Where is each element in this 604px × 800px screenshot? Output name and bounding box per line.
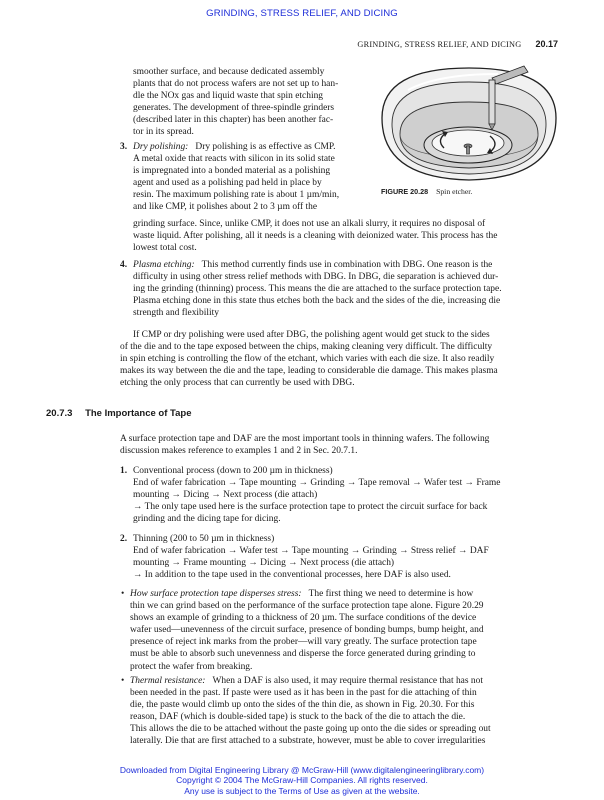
running-header-title: GRINDING, STRESS RELIEF, AND DICING (357, 40, 522, 49)
text-line: End of wafer fabrication → Tape mounting → Grinding → Tape removal → Wafer test → Frame (133, 478, 501, 489)
text-line: Plasma etching done in this state thus etches both the back and the sides of the die, increasing die (133, 296, 501, 307)
running-header (357, 39, 558, 49)
text-line: in spin etching is controlling the flow of the etchant, which varies with each die size. It also readily (120, 354, 495, 365)
list-item-term: Plasma etching: (133, 260, 195, 270)
text-line: The first thing we need to determine is how (308, 589, 474, 599)
text-line: Dry polishing is as effective as CMP. (195, 142, 336, 152)
text-line: (described later in this chapter) has been another fac- (133, 115, 334, 126)
text-line: When a DAF is also used, it may require thermal resistance that has not (212, 676, 483, 686)
bullet-thermal-resistance (120, 675, 563, 748)
list-item-number: 2. (120, 534, 128, 544)
paragraph-intro (120, 433, 563, 457)
text-line: A metal oxide that reacts with silicon in its solid state (133, 154, 335, 165)
bullet-marker: • (121, 589, 125, 599)
section-heading (46, 408, 192, 419)
text-line: agent and used as a polishing pad held in place by (133, 178, 322, 189)
text-line: thin we can grind based on the performance of the surface protection tape alone. Figure 20.29 (130, 601, 484, 612)
text-line: dle the NOx gas and liquid waste that spin etching (133, 91, 324, 102)
text-line: This allows the die to be attached without the paste going up onto the die sides or spreading out (130, 724, 491, 735)
text-line: plants that do not process wafers are not set up to han- (133, 79, 339, 90)
paragraph-dbg (120, 329, 563, 389)
text-line: protect the wafer from breaking. (130, 661, 253, 672)
text-line: Conventional process (down to 200 µm in thickness) (133, 466, 333, 476)
text-line: grinding and the dicing tape for dicing. (133, 514, 281, 525)
text-line: smoother surface, and because dedicated assembly (133, 67, 325, 77)
list-item-number: 1. (120, 466, 128, 476)
footer (0, 765, 604, 796)
text-line: resin. The maximum polishing rate is about 1 µm/min, (133, 190, 340, 201)
text-line: presence of reject ink marks from the prober—will vary greatly. The surface protection tape (130, 637, 477, 648)
dry-polishing-continuation (133, 218, 563, 254)
text-line: difficulty in using other stress relief methods with DBG. In DBG, die separation is achieved dur- (133, 272, 499, 283)
section-title: The Importance of Tape (85, 408, 192, 419)
text-line: → The only tape used here is the surface protection tape to protect the circuit surface for back (133, 502, 488, 513)
footer-copyright: Copyright © 2004 The McGraw-Hill Companies. All rights reserved. (176, 775, 428, 786)
list-item-conventional-process (120, 465, 563, 525)
text-line: waste liquid. After polishing, all it needs is a cleaning with deionized water. This process has the (133, 231, 498, 242)
text-line: This method currently finds use in combination with DBG. One reason is the (201, 260, 493, 270)
text-line: shows an example of grinding to a thickness of 20 µm. The surface conditions of the device (130, 613, 477, 624)
figure-label: FIGURE 20.28 (381, 187, 429, 196)
nozzle (489, 80, 495, 124)
bullet-term: Thermal resistance: (130, 676, 206, 686)
list-item-number: 3. (120, 142, 128, 152)
text-line: generates. The development of three-spindle grinders (133, 103, 335, 114)
text-line: is impregnated into a bonded material as a polishing (133, 166, 331, 177)
text-line: wafer used—unevenness of the circuit surface, presence of bonding bumps, bump height, and (130, 625, 484, 636)
text-line: lowest total cost. (133, 243, 197, 254)
text-line: → In addition to the tape used in the conventional processes, here DAF is also used. (133, 570, 451, 581)
list-item-number: 4. (120, 260, 128, 270)
text-line: must be able to absorb such unevenness and disperse the force generated during grinding to (130, 649, 476, 660)
text-line: and like CMP, it polishes about 2 to 3 µm off the (133, 202, 318, 213)
text-line: tor in its spread. (133, 127, 194, 138)
text-line: etching the only process that can currently be used with DBG. (120, 378, 355, 389)
list-item-term: Dry polishing: (133, 142, 189, 152)
bullet-marker: • (121, 676, 125, 686)
page-number: 20.17 (535, 39, 558, 49)
spin-etcher-figure (378, 60, 560, 190)
section-number: 20.7.3 (46, 408, 73, 419)
text-line: ing the grinding (thinning) process. This means the die are attached to the surface protection tape. (133, 284, 502, 295)
figure-caption (381, 187, 472, 196)
text-line: makes its way between the die and the tape, leading to considerable die damage. This makes plasma (120, 366, 498, 377)
footer-download-link[interactable]: Downloaded from Digital Engineering Library @ McGraw-Hill (www.digitalengineeringlibrary.com) (119, 765, 485, 775)
text-line: mounting → Dicing → Next process (die attach) (133, 490, 318, 501)
list-item-plasma-etching (120, 259, 563, 319)
list-item-thinning-process (120, 533, 563, 581)
bullet-term: How surface protection tape disperses stress: (130, 589, 302, 599)
list-item-dry-polishing (120, 141, 373, 214)
figure-caption-text: Spin etcher. (436, 187, 473, 196)
bullet-stress-dispersal (120, 588, 563, 673)
text-line: End of wafer fabrication → Wafer test → Tape mounting → Grinding → Stress relief → DAF (133, 546, 489, 557)
text-line: grinding surface. Since, unlike CMP, it does not use an alkali slurry, it requires no disposal of (133, 219, 486, 229)
text-block-continuation (133, 66, 373, 139)
top-banner: GRINDING, STRESS RELIEF, AND DICING (206, 8, 398, 19)
text-line: Thinning (200 to 50 µm in thickness) (133, 534, 275, 544)
text-line: of the die and to the tape exposed between the chips, making cleaning very difficult. The difficulty (120, 342, 493, 353)
text-line: mounting → Frame mounting → Dicing → Next process (die attach) (133, 558, 395, 569)
text-line: discussion makes reference to examples 1 and 2 in Sec. 20.7.1. (120, 446, 358, 457)
text-line: If CMP or dry polishing were used after DBG, the polishing agent would get stuck to the sides (133, 330, 490, 340)
footer-terms-link[interactable]: Any use is subject to the Terms of Use as given at the website. (184, 785, 420, 796)
text-line: been needed in the past. If paste were used as it has been in the past for die attaching of thin (130, 688, 477, 699)
text-line: reason, DAF (which is double-sided tape) is stuck to the back of the die to attach the die. (130, 712, 466, 723)
text-line: laterally. Die that are first attached to a substrate, however, must be able to cover irregularities (130, 736, 486, 747)
text-line: A surface protection tape and DAF are the most important tools in thinning wafers. The following (120, 434, 490, 444)
text-line: die, the paste would climb up onto the sides of the thin die, as shown in Fig. 20.30. For this (130, 700, 475, 711)
text-line: strength and flexibility (133, 308, 219, 319)
